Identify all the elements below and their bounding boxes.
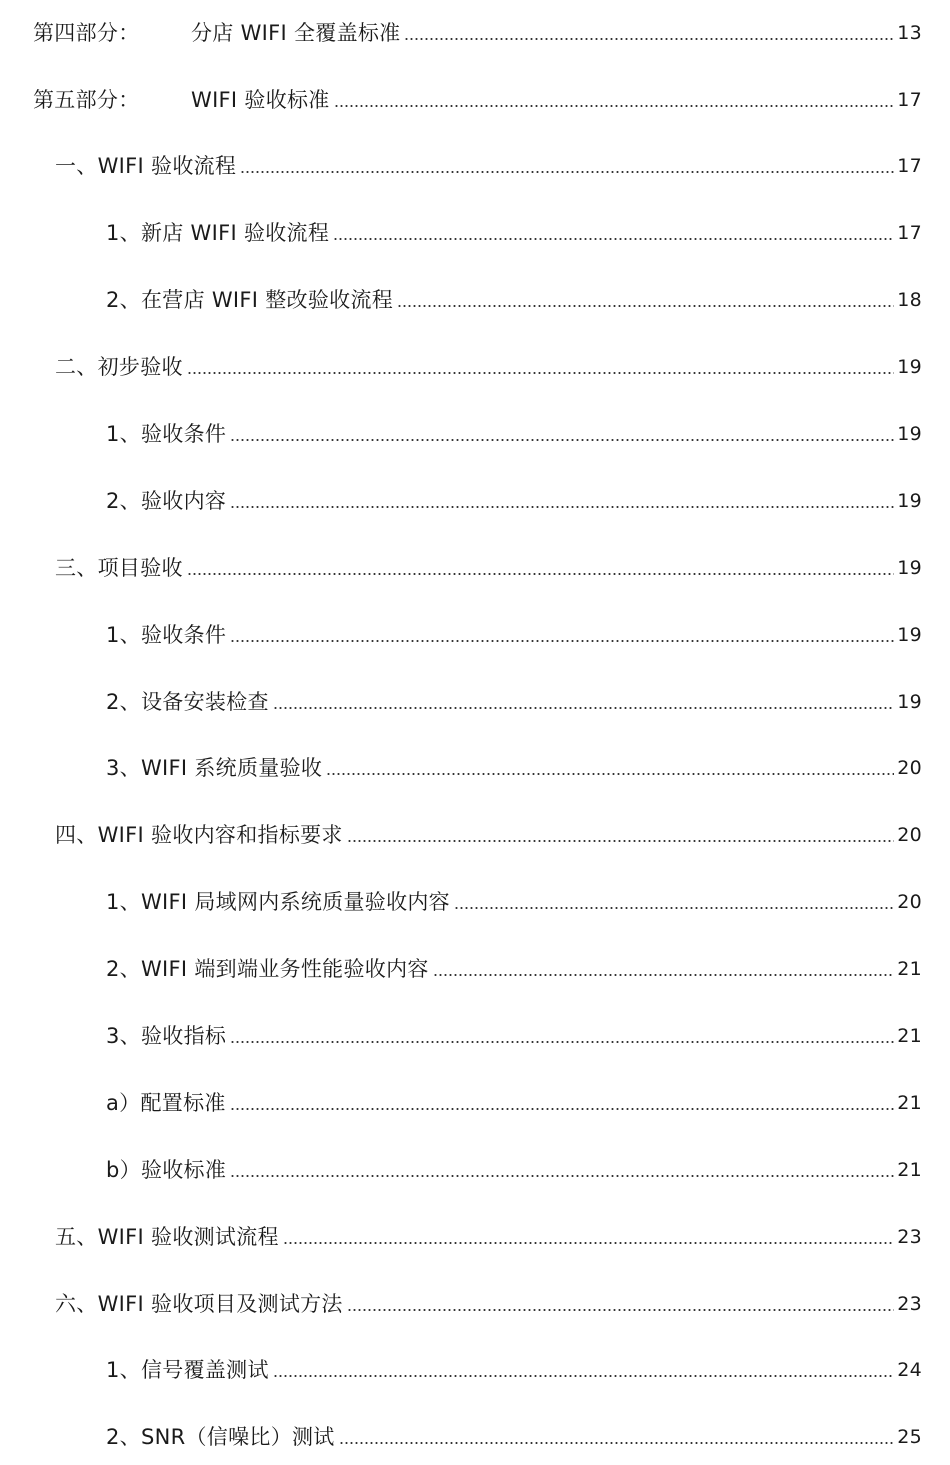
toc-entry-title: 项目验收 — [97, 556, 183, 580]
toc-entry-page: 23 — [897, 1293, 922, 1315]
toc-entry-number: 3、 — [106, 756, 141, 780]
dot-leader — [347, 840, 895, 842]
toc-entry-number: 2、 — [106, 1425, 141, 1449]
toc-entry[interactable] — [0, 749, 922, 781]
toc-entry-page: 17 — [897, 222, 922, 244]
dot-leader — [230, 1175, 894, 1177]
toc-entry[interactable] — [0, 683, 922, 715]
toc-entry-number: 第五部分： — [33, 88, 140, 112]
toc-entry-number: 二、 — [55, 355, 98, 379]
toc-entry-number: 第四部分： — [33, 21, 140, 45]
toc-entry[interactable] — [0, 1151, 922, 1183]
toc-entry-page: 17 — [897, 155, 922, 177]
toc-entry-title: SNR（信噪比）测试 — [140, 1425, 335, 1449]
toc-entry-number: 三、 — [55, 556, 98, 580]
toc-entry-number: 2、 — [106, 489, 141, 513]
toc-entry[interactable] — [0, 348, 922, 380]
toc-entry-title: 验收条件 — [140, 623, 227, 647]
toc-entry[interactable] — [0, 616, 922, 648]
toc-entry-page: 20 — [897, 824, 922, 846]
toc-entry[interactable] — [0, 147, 922, 179]
dot-leader — [454, 907, 894, 909]
toc-entry-page: 21 — [897, 1092, 922, 1114]
toc-entry-page: 13 — [897, 22, 922, 44]
toc-entry-title: 初步验收 — [97, 355, 183, 379]
dot-leader — [347, 1309, 895, 1311]
toc-entry-title: 验收标准 — [140, 1158, 227, 1182]
toc-entry-number: b） — [106, 1158, 141, 1182]
toc-entry[interactable] — [0, 950, 922, 982]
toc-entry-title: 新店 WIFI 验收流程 — [140, 221, 330, 245]
toc-entry-page: 18 — [897, 289, 922, 311]
toc-entry-number: 3、 — [106, 1024, 141, 1048]
toc-entry[interactable] — [0, 14, 922, 46]
toc-entry-title: 分店 WIFI 全覆盖标准 — [191, 21, 401, 45]
dot-leader — [283, 1242, 894, 1244]
toc-entry[interactable] — [0, 1017, 922, 1049]
toc-entry-number: 六、 — [55, 1292, 98, 1316]
toc-entry-title: WIFI 验收标准 — [191, 88, 330, 112]
toc-entry[interactable] — [0, 1084, 922, 1116]
toc-entry-number: 1、 — [106, 1358, 141, 1382]
toc-entry-number: 2、 — [106, 957, 141, 981]
dot-leader — [334, 105, 895, 107]
toc-entry-title: 设备安装检查 — [140, 690, 269, 714]
toc-entry-page: 24 — [897, 1359, 922, 1381]
dot-leader — [397, 305, 894, 307]
toc-entry-page: 21 — [897, 958, 922, 980]
toc-entry-title: 验收指标 — [140, 1024, 227, 1048]
toc-entry-page: 19 — [897, 490, 922, 512]
toc-entry-title: 验收内容 — [140, 489, 227, 513]
toc-entry-number: 1、 — [106, 623, 141, 647]
toc-entry-title: WIFI 验收项目及测试方法 — [97, 1292, 343, 1316]
toc-entry[interactable] — [0, 482, 922, 514]
toc-entry-number: 一、 — [55, 154, 98, 178]
dot-leader — [240, 171, 894, 173]
toc-entry[interactable] — [0, 1218, 922, 1250]
toc-entry-title: 配置标准 — [140, 1091, 226, 1115]
toc-entry-number: 五、 — [55, 1225, 98, 1249]
toc-entry-page: 17 — [897, 89, 922, 111]
toc-entry-number: a） — [106, 1091, 141, 1115]
toc-entry-number: 四、 — [55, 823, 98, 847]
toc-entry[interactable] — [0, 816, 922, 848]
toc-entry[interactable] — [0, 81, 922, 113]
dot-leader — [339, 1442, 895, 1444]
toc-entry-number: 1、 — [106, 422, 141, 446]
toc-entry-number: 1、 — [106, 890, 141, 914]
toc-entry[interactable] — [0, 549, 922, 581]
toc-entry-title: WIFI 验收内容和指标要求 — [97, 823, 343, 847]
toc-entry[interactable] — [0, 1351, 922, 1383]
toc-entry-page: 20 — [897, 757, 922, 779]
toc-entry-title: 信号覆盖测试 — [140, 1358, 269, 1382]
dot-leader — [333, 238, 894, 240]
toc-entry-title: WIFI 系统质量验收 — [140, 756, 323, 780]
toc-entry[interactable] — [0, 415, 922, 447]
toc-entry-page: 19 — [897, 691, 922, 713]
dot-leader — [230, 506, 894, 508]
toc-entry-number: 2、 — [106, 690, 141, 714]
dot-leader — [230, 1108, 895, 1110]
dot-leader — [187, 573, 894, 575]
dot-leader — [230, 439, 894, 441]
toc-entry-page: 20 — [897, 891, 922, 913]
dot-leader — [273, 707, 894, 709]
dot-leader — [404, 38, 894, 40]
toc-entry-title: WIFI 验收流程 — [97, 154, 237, 178]
dot-leader — [433, 974, 895, 976]
toc-entry-title: 在营店 WIFI 整改验收流程 — [140, 288, 394, 312]
toc-entry-title: WIFI 验收测试流程 — [97, 1225, 279, 1249]
toc-entry-title: 验收条件 — [140, 422, 227, 446]
toc-entry[interactable] — [0, 883, 922, 915]
toc-entry[interactable] — [0, 214, 922, 246]
dot-leader — [273, 1375, 894, 1377]
toc-entry-page: 19 — [897, 557, 922, 579]
dot-leader — [326, 773, 894, 775]
toc-entry-title: WIFI 局域网内系统质量验收内容 — [140, 890, 450, 914]
dot-leader — [230, 1041, 894, 1043]
toc-entry-page: 19 — [897, 423, 922, 445]
toc-entry-number: 2、 — [106, 288, 141, 312]
toc-entry-page: 23 — [897, 1226, 922, 1248]
toc-entry-page: 21 — [897, 1025, 922, 1047]
toc-entry[interactable] — [0, 1285, 922, 1317]
dot-leader — [187, 372, 894, 374]
toc-entry-page: 21 — [897, 1159, 922, 1181]
toc-entry-page: 25 — [897, 1426, 922, 1448]
toc-entry[interactable] — [0, 1418, 922, 1450]
toc-entry-page: 19 — [897, 356, 922, 378]
toc-entry-title: WIFI 端到端业务性能验收内容 — [140, 957, 429, 981]
toc-entry-number: 1、 — [106, 221, 141, 245]
dot-leader — [230, 640, 894, 642]
toc-entry-page: 19 — [897, 624, 922, 646]
toc-entry[interactable] — [0, 281, 922, 313]
